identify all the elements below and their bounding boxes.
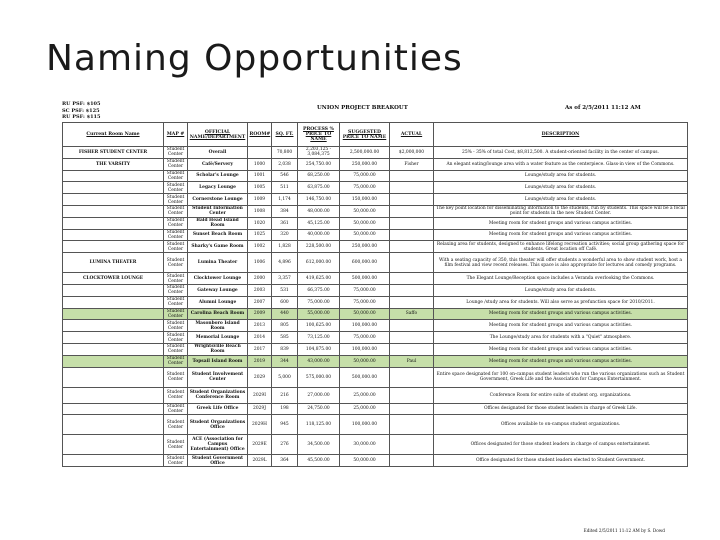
table-row (63, 284, 688, 296)
cell-official-name: Memorial Lounge (188, 332, 248, 344)
cell-room-number: 1009 (248, 194, 272, 206)
cell-actual (390, 435, 434, 455)
cell-suggested-price: 75,000.00 (340, 284, 390, 296)
cell-sqft: 839 (272, 343, 298, 355)
cell-suggested-price: 25,000.00 (340, 387, 390, 403)
cell-official-name: Bald Head Island Room (188, 217, 248, 229)
cell-sqft: 364 (272, 455, 298, 467)
cell-sqft: 320 (272, 229, 298, 241)
cell-current-name (63, 387, 164, 403)
cell-current-name (63, 284, 164, 296)
cell-room-number: 1008 (248, 205, 272, 217)
cell-room-number: 2029I (248, 387, 272, 403)
cell-sqft: 2,038 (272, 158, 298, 170)
table-row (63, 217, 688, 229)
cell-current-name (63, 367, 164, 387)
cell-sqft: 361 (272, 217, 298, 229)
cell-actual (390, 217, 434, 229)
cell-map: Student Center (164, 229, 188, 241)
cell-suggested-price: 250,000.00 (340, 241, 390, 253)
cell-room-number: 2007 (248, 296, 272, 308)
cell-room-number: 1001 (248, 170, 272, 182)
cell-current-name: LUMINA THEATER (63, 253, 164, 273)
cell-room-number: 2029 (248, 367, 272, 387)
cell-actual (390, 273, 434, 285)
cell-actual (390, 284, 434, 296)
cell-actual: Fisher (390, 158, 434, 170)
cell-process-price: 575,000.00 (298, 367, 340, 387)
cell-official-name: Lumina Theater (188, 253, 248, 273)
slide-title: Naming Opportunities (46, 38, 463, 79)
table-row (63, 229, 688, 241)
cell-suggested-price: 250,000.00 (340, 158, 390, 170)
cell-official-name: Café/Servery (188, 158, 248, 170)
cell-process-price: 100,625.00 (298, 320, 340, 332)
cell-map: Student Center (164, 367, 188, 387)
cell-room-number: 1020 (248, 217, 272, 229)
cell-actual (390, 241, 434, 253)
cell-map: Student Center (164, 387, 188, 403)
as-of-date: As of 2/5/2011 11:12 AM (565, 105, 641, 111)
cell-process-price: 43,000.00 (298, 355, 340, 367)
cell-official-name: Sharky's Game Room (188, 241, 248, 253)
cell-suggested-price: 50,000.00 (340, 455, 390, 467)
cell-suggested-price: 50,000.00 (340, 217, 390, 229)
cell-official-name: ACE (Association for Campus Entertainment) Office (188, 435, 248, 455)
cell-room-number: 1006 (248, 253, 272, 273)
cell-process-price: 66,375.00 (298, 284, 340, 296)
cell-description: Lounge/study area for students. (434, 170, 688, 182)
cell-suggested-price: 150,000.00 (340, 194, 390, 206)
cell-process-price: 146,750.00 (298, 194, 340, 206)
cell-suggested-price: 50,000.00 (340, 355, 390, 367)
cell-map: Student Center (164, 253, 188, 273)
cell-suggested-price: 75,000.00 (340, 170, 390, 182)
cell-suggested-price: 75,000.00 (340, 332, 390, 344)
cell-official-name: Overall (188, 147, 248, 159)
cell-map: Student Center (164, 284, 188, 296)
cell-sqft: 440 (272, 308, 298, 320)
cell-suggested-price: 500,000.00 (340, 273, 390, 285)
cell-sqft: 600 (272, 296, 298, 308)
cell-map: Student Center (164, 455, 188, 467)
table-row (63, 253, 688, 273)
table-row (63, 435, 688, 455)
cell-official-name: Student Organizations Office (188, 415, 248, 435)
cell-map: Student Center (164, 343, 188, 355)
cell-actual (390, 387, 434, 403)
cell-description: Meeting room for student groups and various campus activities. (434, 320, 688, 332)
cell-actual (390, 170, 434, 182)
cell-map: Student Center (164, 170, 188, 182)
cell-process-price: 2,203,125 - 3,084,375 (298, 147, 340, 159)
cell-map: Student Center (164, 403, 188, 415)
table-row (63, 343, 688, 355)
cell-room-number: 2029J (248, 403, 272, 415)
cell-actual: $2,000,000 (390, 147, 434, 159)
cell-description: The key point location for disseminating information to the students, run by students. This space will be a focal point for students in the new Student Center. (434, 205, 688, 217)
rate-line: RU PSF: $105 (62, 101, 101, 107)
cell-description: With a seating capacity of 350, this theater will offer students a wonderful area to show student work, host a film festival and view recent releases. This space is also appropriate for lectures and comedy programs. (434, 253, 688, 273)
table-row (63, 415, 688, 435)
cell-description: Offices available to on-campus student organizations. (434, 415, 688, 435)
cell-description: Entire space designated for 100 on-campus student leaders who run the various organizations such as Student Government, Greek Life and the Association for Campus Entertainment. (434, 367, 688, 387)
cell-sqft: 198 (272, 403, 298, 415)
cell-official-name: Alumni Lounge (188, 296, 248, 308)
cell-official-name: Legacy Lounge (188, 182, 248, 194)
column-header: OFFICIAL NAME/DEPARTMENT (188, 123, 248, 147)
cell-current-name: FISHER STUDENT CENTER (63, 147, 164, 159)
cell-map: Student Center (164, 320, 188, 332)
cell-official-name: Sunset Beach Room (188, 229, 248, 241)
table-body (63, 147, 688, 467)
cell-actual (390, 415, 434, 435)
cell-map: Student Center (164, 194, 188, 206)
cell-description: Meeting room for student groups and various campus activities. (434, 229, 688, 241)
table-row (63, 367, 688, 387)
cell-description: Offices designated for those student leaders in charge of Greek Life. (434, 403, 688, 415)
cell-process-price: 24,750.00 (298, 403, 340, 415)
cell-sqft: 5,000 (272, 367, 298, 387)
cell-current-name (63, 170, 164, 182)
cell-description: Meeting room for student groups and various campus activities. (434, 308, 688, 320)
naming-table (62, 122, 688, 467)
cell-sqft: 511 (272, 182, 298, 194)
cell-current-name (63, 308, 164, 320)
cell-official-name: Wrightsville Beach Room (188, 343, 248, 355)
cell-map: Student Center (164, 147, 188, 159)
cell-suggested-price: 50,000.00 (340, 308, 390, 320)
cell-current-name (63, 194, 164, 206)
cell-current-name (63, 217, 164, 229)
cell-room-number: 1025 (248, 229, 272, 241)
cell-current-name (63, 296, 164, 308)
cell-sqft: 945 (272, 415, 298, 435)
cell-suggested-price: 30,000.00 (340, 435, 390, 455)
table-row (63, 205, 688, 217)
cell-process-price: 45,125.00 (298, 217, 340, 229)
column-header: SUGGESTED PRICE TO NAME (340, 123, 390, 147)
cell-sqft: 216 (272, 387, 298, 403)
cell-map: Student Center (164, 205, 188, 217)
cell-process-price: 104,875.00 (298, 343, 340, 355)
cell-official-name: Student Information Center (188, 205, 248, 217)
cell-current-name (63, 343, 164, 355)
cell-process-price: 27,000.00 (298, 387, 340, 403)
cell-official-name: Carolina Beach Room (188, 308, 248, 320)
cell-description: Lounge /study area for students. Will also serve as prefunction space for 2010/2011. (434, 296, 688, 308)
cell-current-name (63, 415, 164, 435)
rate-line: RU PSF: $115 (62, 114, 101, 120)
cell-official-name: Masonboro Island Room (188, 320, 248, 332)
column-header: DESCRIPTION (434, 123, 688, 147)
cell-sqft: 546 (272, 170, 298, 182)
cell-actual (390, 343, 434, 355)
cell-current-name (63, 182, 164, 194)
cell-description: Meeting room for student groups and various campus activities. (434, 355, 688, 367)
cell-map: Student Center (164, 308, 188, 320)
cell-actual: Saffo (390, 308, 434, 320)
cell-suggested-price: 50,000.00 (340, 229, 390, 241)
cell-current-name: THE VARSITY (63, 158, 164, 170)
cell-suggested-price: 2,500,000.00 (340, 147, 390, 159)
cell-room-number: 1000 (248, 158, 272, 170)
cell-process-price: 75,000.00 (298, 296, 340, 308)
cell-room-number: 2019 (248, 355, 272, 367)
table-row (63, 455, 688, 467)
cell-current-name (63, 455, 164, 467)
cell-map: Student Center (164, 296, 188, 308)
cell-description: Meeting room for student groups and various campus activities. (434, 343, 688, 355)
cell-process-price: 34,500.00 (298, 435, 340, 455)
cell-sqft: 384 (272, 205, 298, 217)
cell-sqft: 344 (272, 355, 298, 367)
cell-actual (390, 320, 434, 332)
cell-process-price: 118,125.00 (298, 415, 340, 435)
cell-process-price: 419,625.00 (298, 273, 340, 285)
cell-actual (390, 403, 434, 415)
cell-actual (390, 455, 434, 467)
cell-map: Student Center (164, 217, 188, 229)
cell-official-name: Scholar's Lounge (188, 170, 248, 182)
cell-current-name (63, 229, 164, 241)
cell-official-name: Student Involvement Center (188, 367, 248, 387)
cell-map: Student Center (164, 435, 188, 455)
column-header: Current Room Name (63, 123, 164, 147)
cell-official-name: Student Organizations Conference Room (188, 387, 248, 403)
column-header: ROOM# (248, 123, 272, 147)
cell-description: Office designated for those student leaders elected to Student Government. (434, 455, 688, 467)
cell-actual (390, 194, 434, 206)
cell-map: Student Center (164, 273, 188, 285)
cell-map: Student Center (164, 415, 188, 435)
cell-sqft: 585 (272, 332, 298, 344)
header-row (63, 123, 688, 147)
cell-official-name: Student Government Office (188, 455, 248, 467)
cell-description: An elegant eating/lounge area with a water feature as the centerpiece. Glass-in view of the Commons. (434, 158, 688, 170)
cell-room-number: 2029E (248, 435, 272, 455)
cell-actual (390, 296, 434, 308)
table-row (63, 182, 688, 194)
sheet-title: UNION PROJECT BREAKOUT (317, 105, 408, 111)
cell-room-number: 2014 (248, 332, 272, 344)
cell-process-price: 55,000.00 (298, 308, 340, 320)
table-row (63, 403, 688, 415)
cell-process-price: 68,250.00 (298, 170, 340, 182)
cell-current-name (63, 403, 164, 415)
cell-process-price: 63,875.00 (298, 182, 340, 194)
cell-description: Lounge/study area for students. (434, 284, 688, 296)
cell-room-number: 2029L (248, 455, 272, 467)
cell-sqft: 4,896 (272, 253, 298, 273)
table-row (63, 308, 688, 320)
table-row (63, 147, 688, 159)
cell-suggested-price: 100,000.00 (340, 415, 390, 435)
cell-actual (390, 205, 434, 217)
cell-description: 25% - 35% of total Cost, $8,812,500. A student-oriented facility in the center of campus. (434, 147, 688, 159)
cell-actual (390, 253, 434, 273)
cell-room-number: 1005 (248, 182, 272, 194)
cell-suggested-price: 100,000.00 (340, 343, 390, 355)
table-row (63, 273, 688, 285)
table-row (63, 158, 688, 170)
cell-current-name (63, 241, 164, 253)
cell-map: Student Center (164, 332, 188, 344)
cell-process-price: 612,000.00 (298, 253, 340, 273)
cell-sqft: 3,357 (272, 273, 298, 285)
cell-description: Meeting room for student groups and various campus activities. (434, 217, 688, 229)
cell-official-name: Gateway Lounge (188, 284, 248, 296)
column-header: ACTUAL (390, 123, 434, 147)
cell-sqft: 531 (272, 284, 298, 296)
cell-process-price: 228,500.00 (298, 241, 340, 253)
cell-current-name (63, 332, 164, 344)
cell-suggested-price: 500,000.00 (340, 367, 390, 387)
cell-actual (390, 332, 434, 344)
cell-current-name: CLOCKTOWER LOUNGE (63, 273, 164, 285)
table-row (63, 296, 688, 308)
cell-map: Student Center (164, 158, 188, 170)
cell-map: Student Center (164, 355, 188, 367)
cell-actual (390, 229, 434, 241)
cell-current-name (63, 435, 164, 455)
cell-description: Lounge/study area for students. (434, 194, 688, 206)
cell-room-number: 2029H (248, 415, 272, 435)
cell-sqft: 805 (272, 320, 298, 332)
cell-description: The Lounge/study area for students with a "Quiet" atmosphere. (434, 332, 688, 344)
cell-sqft: 1,828 (272, 241, 298, 253)
cell-description: The Elegant Lounge/Reception space includes a Veranda overlooking the Commons. (434, 273, 688, 285)
table-row (63, 355, 688, 367)
cell-current-name (63, 205, 164, 217)
cell-process-price: 40,000.00 (298, 229, 340, 241)
cell-process-price: 48,000.00 (298, 205, 340, 217)
rate-list (62, 101, 101, 121)
cell-room-number: 2000 (248, 273, 272, 285)
cell-suggested-price: 100,000.00 (340, 320, 390, 332)
cell-map: Student Center (164, 241, 188, 253)
cell-official-name: Clocktower Lounge (188, 273, 248, 285)
cell-official-name: Greek Life Office (188, 403, 248, 415)
cell-process-price: 73,125.00 (298, 332, 340, 344)
cell-map: Student Center (164, 182, 188, 194)
column-header: SQ. FT. (272, 123, 298, 147)
table-row (63, 170, 688, 182)
cell-official-name: Cornerstone Lounge (188, 194, 248, 206)
spreadsheet-image (62, 100, 687, 533)
cell-official-name: Topsail Island Room (188, 355, 248, 367)
cell-actual (390, 367, 434, 387)
cell-room-number: 1002 (248, 241, 272, 253)
column-header: MAP # (164, 123, 188, 147)
cell-current-name (63, 320, 164, 332)
cell-room-number: 2009 (248, 308, 272, 320)
edited-note: Edited 2/5/2011 11:12 AM by S. Dowd (583, 528, 665, 533)
table-row (63, 320, 688, 332)
cell-process-price: 254,750.00 (298, 158, 340, 170)
cell-sqft: 1,174 (272, 194, 298, 206)
cell-suggested-price: 75,000.00 (340, 182, 390, 194)
cell-room-number: 2017 (248, 343, 272, 355)
table-row (63, 194, 688, 206)
cell-sqft: 70,800 (272, 147, 298, 159)
cell-actual (390, 182, 434, 194)
cell-description: Offices designated for those student leaders in charge of campus entertainment. (434, 435, 688, 455)
cell-suggested-price: 25,000.00 (340, 403, 390, 415)
cell-process-price: 45,500.00 (298, 455, 340, 467)
rate-line: SC PSF: $125 (62, 107, 100, 114)
cell-suggested-price: 75,000.00 (340, 296, 390, 308)
cell-suggested-price: 600,000.00 (340, 253, 390, 273)
cell-sqft: 276 (272, 435, 298, 455)
cell-room-number: 2003 (248, 284, 272, 296)
column-header: PROCESS % PRICE TO NAME (298, 123, 340, 147)
cell-actual: Paul (390, 355, 434, 367)
cell-description: Conference Room for entire suite of student org. organizations. (434, 387, 688, 403)
cell-suggested-price: 50,000.00 (340, 205, 390, 217)
cell-description: Relaxing area for students, designed to enhance lifelong recreation activities; social group gathering space for students. Great location off Café. (434, 241, 688, 253)
cell-room-number (248, 147, 272, 159)
table-row (63, 332, 688, 344)
table-row (63, 387, 688, 403)
cell-room-number: 2013 (248, 320, 272, 332)
cell-current-name (63, 355, 164, 367)
cell-description: Lounge/study area for students. (434, 182, 688, 194)
table-row (63, 241, 688, 253)
